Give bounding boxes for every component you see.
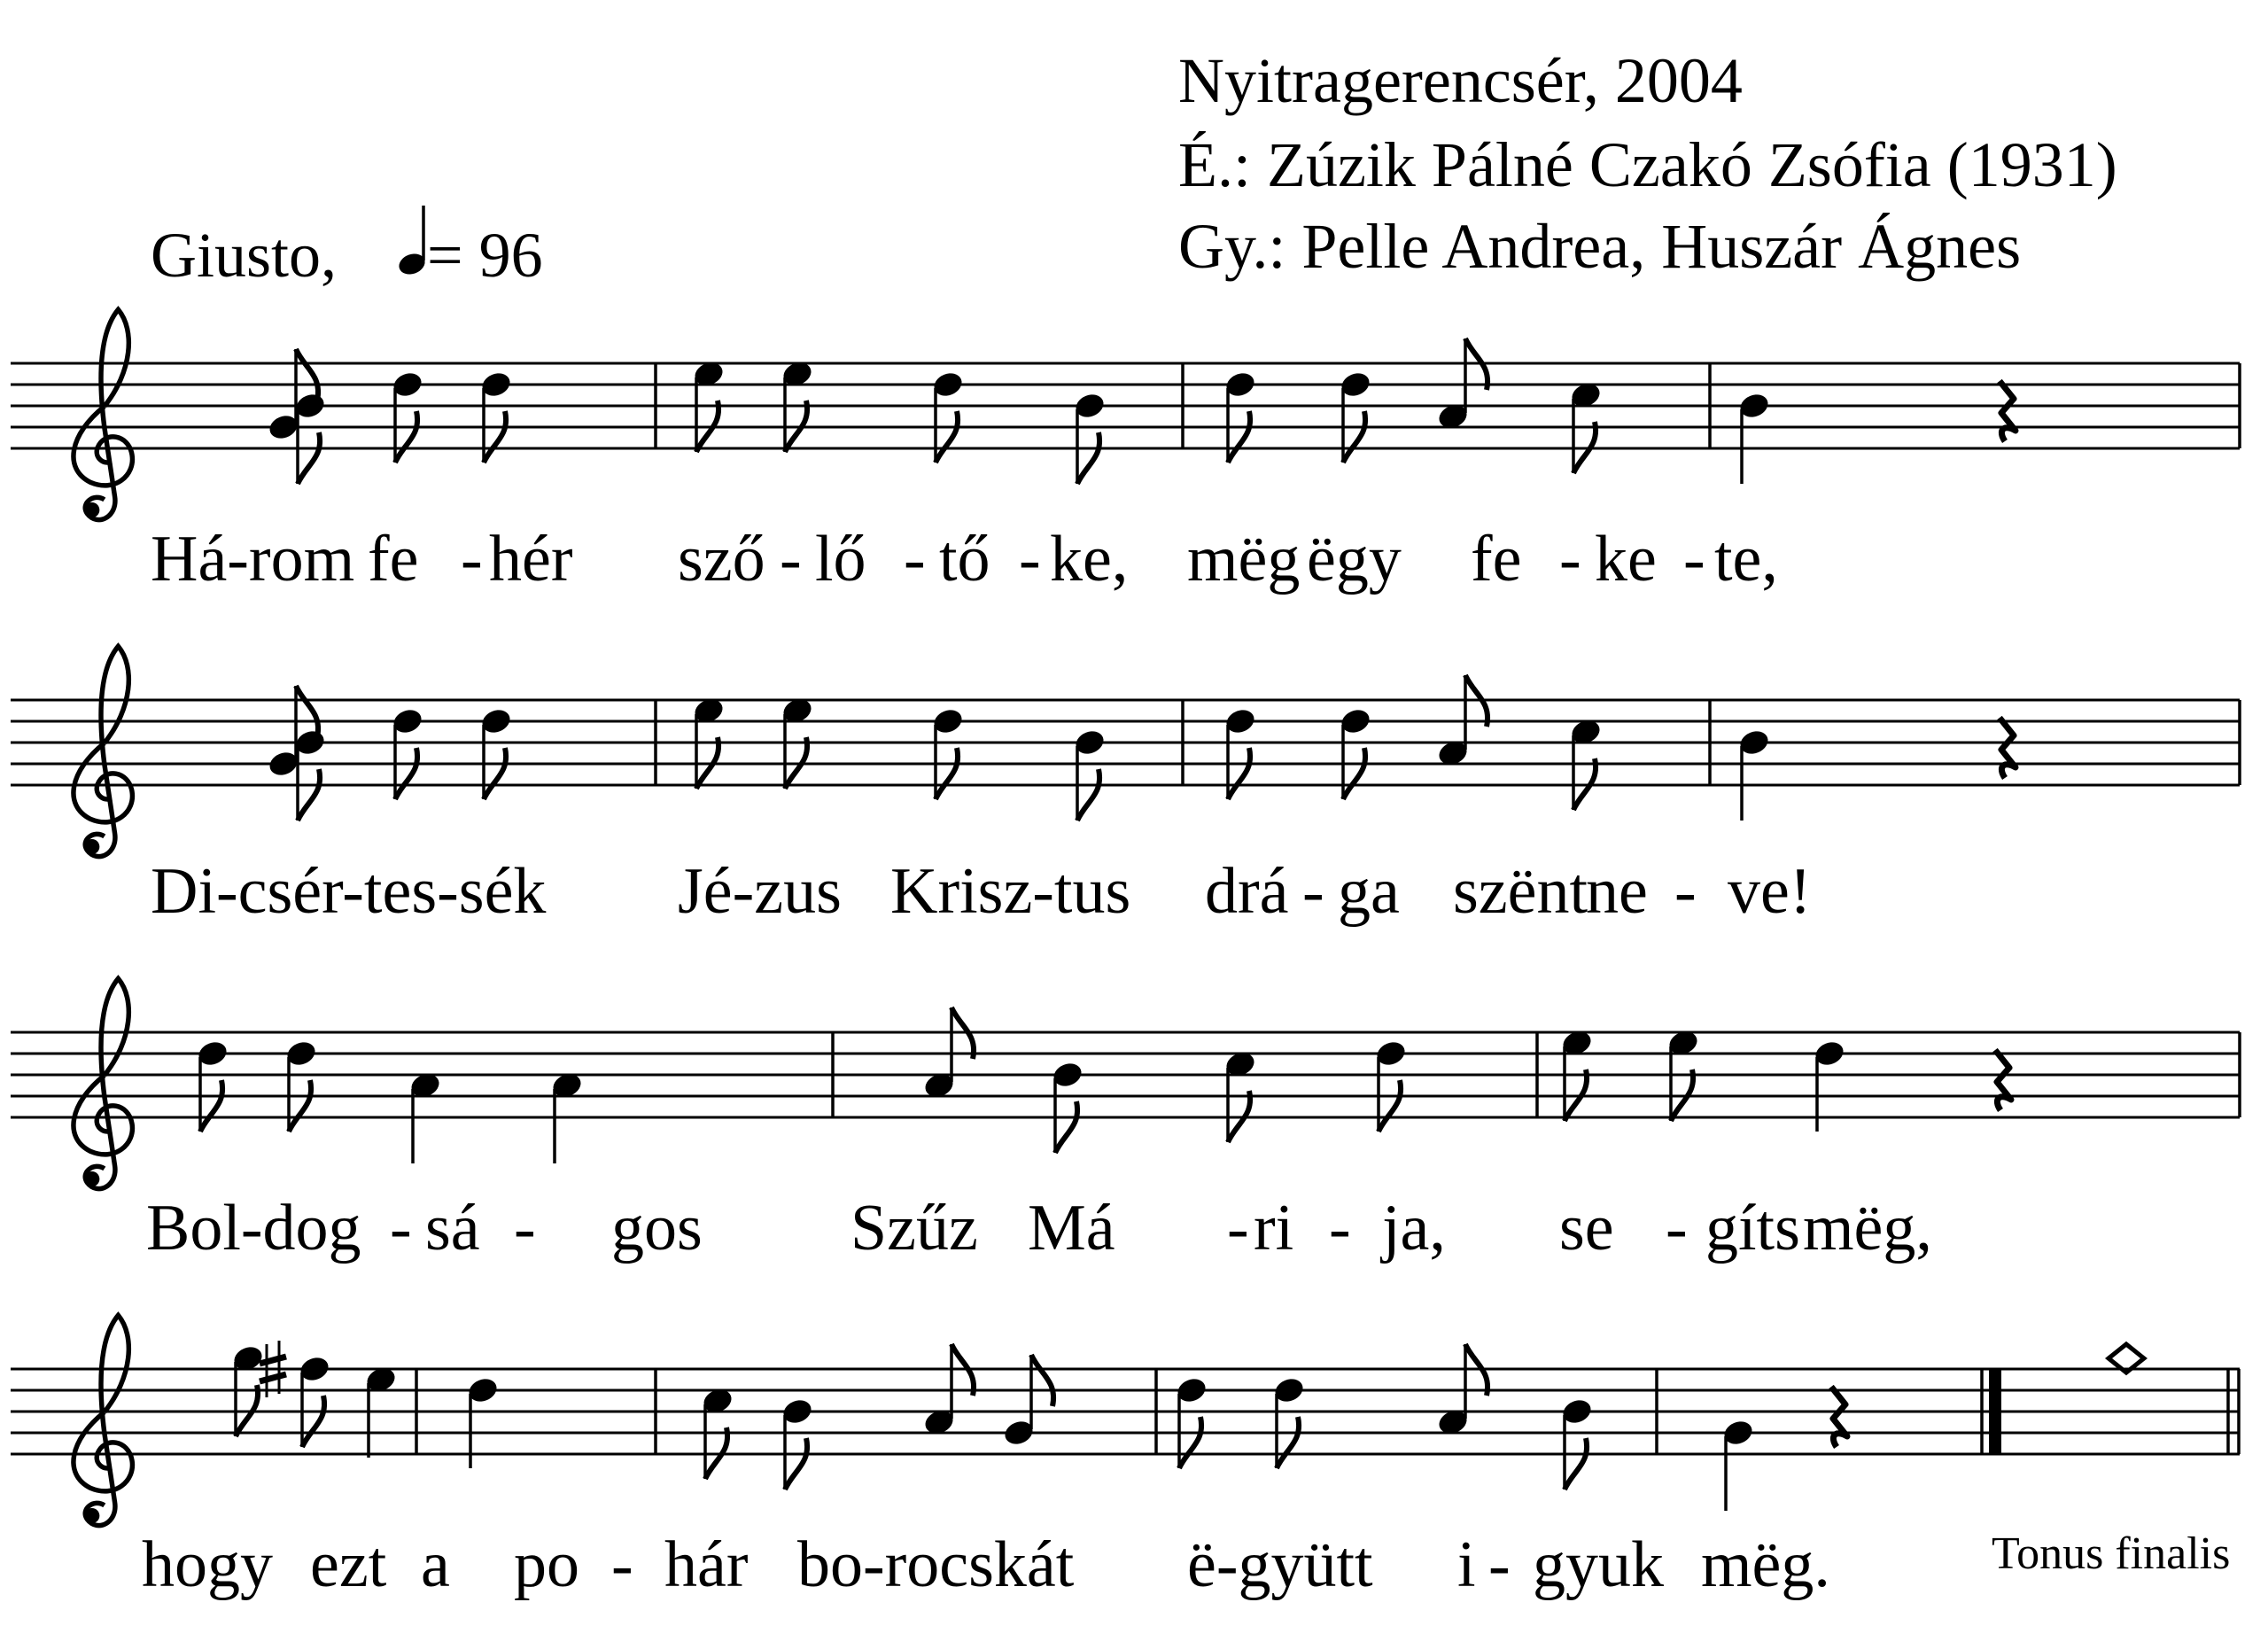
lyric-syllable: szënt [1453,855,1588,928]
lyric-syllable: Krisz-tus [890,855,1131,928]
quarter-rest-icon [1831,1387,1847,1447]
lyric-syllable: - [1683,523,1705,595]
quarter-rest-icon [2000,381,2016,441]
lyric-syllable: i [1457,1528,1476,1601]
staff-system-2 [11,646,2240,928]
note-B4 [293,391,328,484]
staff-system-4 [11,1315,2240,1601]
note-G4 [1721,1418,1756,1511]
lyric-syllable: - [1488,1528,1511,1601]
treble-clef-icon [74,309,132,519]
lyric-syllable: gyuk [1533,1528,1664,1601]
lyric-syllable: po [514,1528,579,1601]
lyric-syllable: fe [368,523,419,595]
note-B4 [1737,727,1772,821]
note-B4 [1560,1396,1595,1490]
lyric-syllable: fe [1471,523,1522,595]
lyric-syllable: sző [678,523,765,595]
lyric-syllable: ë-gyütt [1187,1528,1373,1601]
lyric-syllable: mëg, [1803,1192,1932,1264]
treble-clef-icon [74,978,132,1188]
lyric-syllable: Má [1028,1192,1115,1264]
systems [11,309,2240,1601]
thick-barline [1989,1369,2001,1454]
tonus-finalis-label: Tonus finalis [1992,1528,2231,1579]
lyric-syllable: ezt [310,1528,387,1601]
note-B4 [781,1396,815,1490]
header-performer: É.: Zúzik Pálné Czakó Zsófia (1931) [1178,129,2117,200]
lyric-syllable: tő [939,523,990,595]
lyric-syllable: hér [489,523,573,595]
lyric-syllable: - [1666,1192,1688,1264]
note-B4 [293,727,328,821]
lyric-syllable: ne [1586,855,1648,928]
lyric-syllable: ve! [1728,855,1812,928]
tempo-bpm: = 96 [427,220,543,291]
lyric-syllable: Jé-zus [678,855,842,928]
lyric-syllable: Bol-dog [146,1192,361,1264]
quarter-rest-icon [1995,1050,2011,1110]
lyric-syllable: hogy [142,1528,273,1601]
note-B4 [1737,391,1772,484]
lyric-syllable: - [1227,1192,1249,1264]
note-B4 [1073,391,1107,484]
lyric-syllable: - [461,523,483,595]
header-place-year: Nyitragerencsér, 2004 [1178,45,1743,116]
lyric-syllable: Di-csér-tes-sék [151,855,547,928]
lyric-syllable: lő [815,523,866,595]
tempo-marking: Giusto, [151,220,338,291]
lyric-syllable: mëg. [1701,1528,1830,1601]
lyric-syllable: Há-rom [151,523,355,595]
lyric-syllable: ke, [1050,523,1129,595]
lyric-syllable: - [1302,855,1324,928]
lyric-syllable: a [421,1528,450,1601]
staff-system-1 [11,309,2240,595]
lyric-syllable: gos [611,1192,703,1264]
lyric-syllable: gíts [1705,1192,1800,1264]
lyric-syllable: - [780,523,802,595]
lyric-syllable: hár [664,1528,749,1601]
lyric-syllable: Szűz [850,1192,978,1264]
lyric-syllable: te, [1714,523,1778,595]
lyric-syllable: - [1329,1192,1351,1264]
note-B4 [1073,727,1107,821]
quarter-rest-icon [2000,718,2016,778]
lyric-syllable: ri [1254,1192,1294,1264]
lyric-syllable: - [390,1192,412,1264]
lyric-syllable: - [1674,855,1697,928]
lyric-syllable: bo-rocskát [797,1528,1075,1601]
lyric-syllable: - [1559,523,1581,595]
staff-system-3 [11,978,2240,1264]
tempo-quarter-note-icon [396,206,428,277]
lyric-syllable: drá [1205,855,1289,928]
header-collectors: Gy.: Pelle Andrea, Huszár Ágnes [1178,211,2022,282]
lyric-syllable: - [904,523,926,595]
lyric-syllable: ga [1338,855,1400,928]
lyric-syllable: mëg [1187,523,1301,595]
lyric-syllable: ëgy [1307,523,1402,595]
lyric-syllable: ke [1595,523,1657,595]
treble-clef-icon [74,1315,132,1525]
lyric-syllable: - [514,1192,536,1264]
lyric-syllable: sá [425,1192,480,1264]
treble-clef-icon [74,646,132,856]
lyric-syllable: se [1559,1192,1614,1264]
lyric-syllable: - [611,1528,633,1601]
note-B4 [1051,1060,1085,1153]
lyric-syllable: ja, [1382,1192,1446,1264]
note-Fsharp5 [260,1341,331,1447]
lyric-syllable: - [1019,523,1041,595]
